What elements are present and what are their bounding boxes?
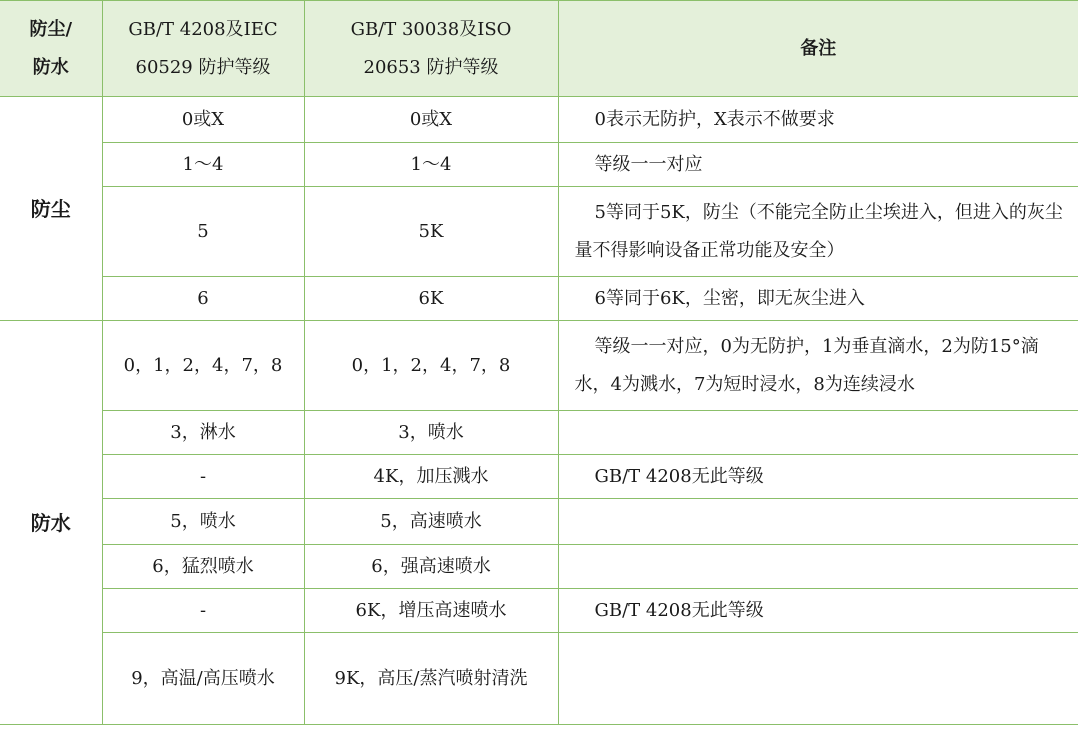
- header-category: [0, 1, 102, 97]
- table-row: [0, 143, 1078, 187]
- header-gb4208: [102, 1, 304, 97]
- cell-gb30038: 1～4: [304, 143, 558, 187]
- cell-gb30038: 4K，加压溅水: [304, 455, 558, 499]
- cell-note: [558, 411, 1078, 455]
- cell-gb4208: 6: [102, 277, 304, 321]
- cell-gb30038: 6K，增压高速喷水: [304, 589, 558, 633]
- water-section: [0, 321, 1078, 725]
- table-row: [0, 633, 1078, 725]
- header-gb30038-line1: GB/T 30038及ISO: [350, 18, 512, 40]
- table-row: [0, 411, 1078, 455]
- table-header: [0, 1, 1078, 97]
- table-row: [0, 499, 1078, 545]
- cell-gb4208: -: [102, 589, 304, 633]
- header-gb4208-line1: GB/T 4208及IEC: [128, 18, 278, 40]
- header-gb30038: [304, 1, 558, 97]
- cell-note: [558, 499, 1078, 545]
- table-row: [0, 97, 1078, 143]
- header-remarks: 备注: [558, 1, 1078, 97]
- header-gb4208-line2: 60529 防护等级: [135, 56, 271, 78]
- cell-gb4208: 6，猛烈喷水: [102, 545, 304, 589]
- dust-section: [0, 97, 1078, 321]
- cell-note: 等级一一对应，0为无防护，1为垂直滴水，2为防15°滴水，4为溅水，7为短时浸水，8为连续浸水: [558, 321, 1078, 411]
- cell-note: [558, 633, 1078, 725]
- cell-gb30038: 0或X: [304, 97, 558, 143]
- cell-gb4208: 5，喷水: [102, 499, 304, 545]
- table-row: [0, 321, 1078, 411]
- cell-gb4208: 0，1，2，4，7，8: [102, 321, 304, 411]
- table-row: [0, 545, 1078, 589]
- cell-gb4208: 0或X: [102, 97, 304, 143]
- table-row: [0, 589, 1078, 633]
- cell-gb4208: 5: [102, 187, 304, 277]
- cell-note: 等级一一对应: [558, 143, 1078, 187]
- cell-gb30038: 3，喷水: [304, 411, 558, 455]
- cell-note: GB/T 4208无此等级: [558, 455, 1078, 499]
- header-gb30038-line2: 20653 防护等级: [363, 56, 499, 78]
- cell-note: 5等同于5K，防尘（不能完全防止尘埃进入，但进入的灰尘量不得影响设备正常功能及安全）: [558, 187, 1078, 277]
- cell-gb4208: 1～4: [102, 143, 304, 187]
- table-row: [0, 455, 1078, 499]
- cell-gb30038: 6，强高速喷水: [304, 545, 558, 589]
- cell-gb30038: 6K: [304, 277, 558, 321]
- cell-gb30038: 5，高速喷水: [304, 499, 558, 545]
- header-category-line2: 防水: [32, 56, 69, 78]
- cell-gb30038: 5K: [304, 187, 558, 277]
- cell-gb4208: 3，淋水: [102, 411, 304, 455]
- cell-note: GB/T 4208无此等级: [558, 589, 1078, 633]
- group-label-water: 防水: [0, 321, 102, 725]
- cell-gb4208: 9，高温/高压喷水: [102, 633, 304, 725]
- cell-note: 0表示无防护，X表示不做要求: [558, 97, 1078, 143]
- cell-gb30038: 0，1，2，4，7，8: [304, 321, 558, 411]
- table-row: [0, 277, 1078, 321]
- group-label-dust: 防尘: [0, 97, 102, 321]
- table-row: [0, 187, 1078, 277]
- cell-gb4208: -: [102, 455, 304, 499]
- cell-gb30038: 9K，高压/蒸汽喷射清洗: [304, 633, 558, 725]
- header-category-line1: 防尘/: [29, 18, 73, 40]
- cell-note: 6等同于6K，尘密，即无灰尘进入: [558, 277, 1078, 321]
- cell-note: [558, 545, 1078, 589]
